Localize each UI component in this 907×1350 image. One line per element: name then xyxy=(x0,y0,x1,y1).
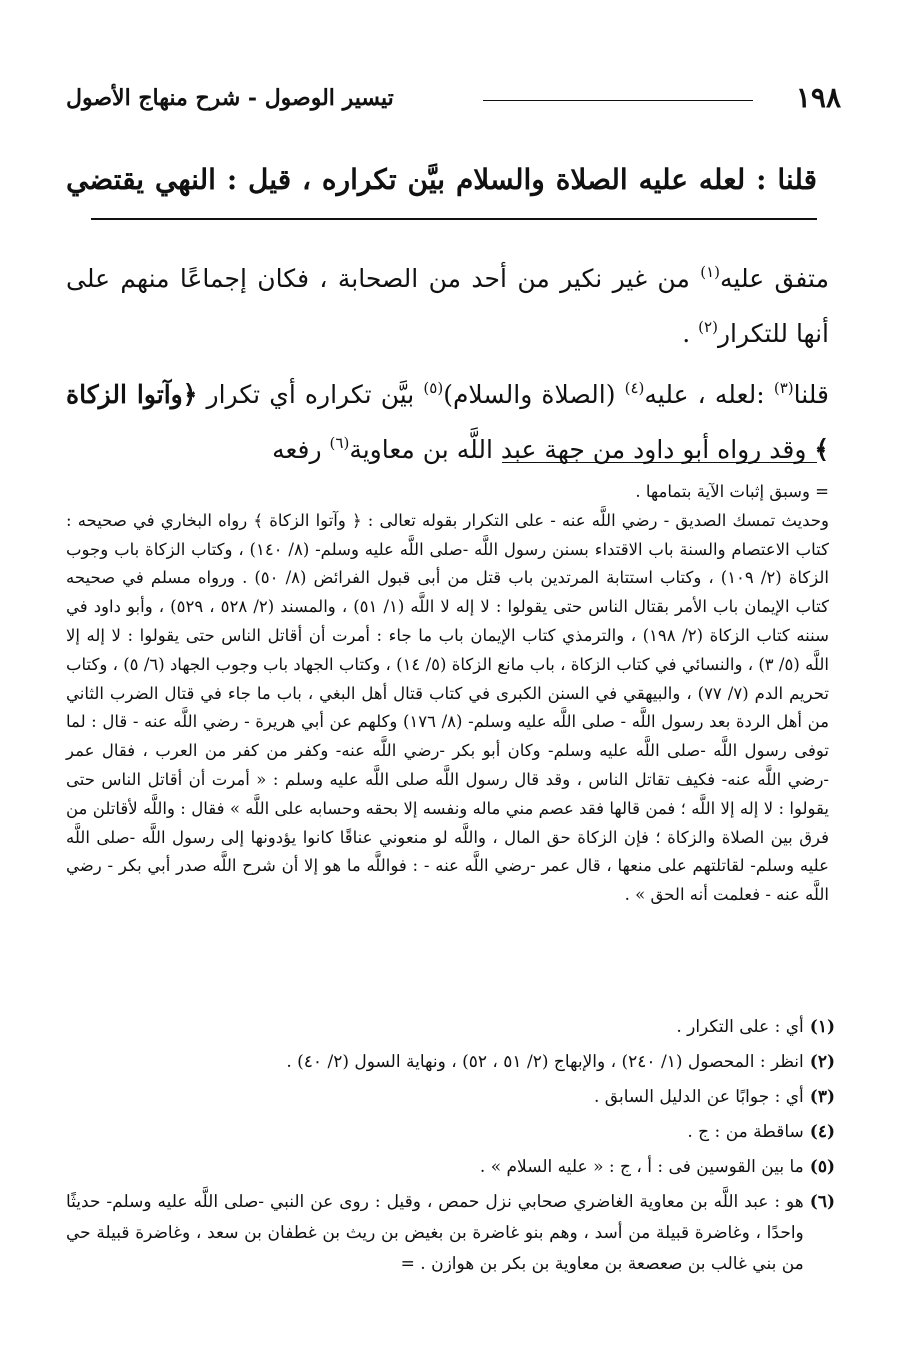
footnote-ref-3: (٣) xyxy=(773,379,794,397)
footnote-number: (٣) xyxy=(809,1087,835,1107)
footnote-ref-5: (٥) xyxy=(423,379,444,397)
footnote-continuation-line: = وسبق إثبات الآية بتمامها . xyxy=(635,482,829,501)
page-number: ١٩٨ xyxy=(795,81,841,114)
commentary-text: متفق عليه xyxy=(720,264,829,293)
commentary-text: (الصلاة والسلام) xyxy=(443,380,625,409)
matn-divider xyxy=(91,218,817,220)
footnote-item xyxy=(66,1187,835,1280)
footnotes-list xyxy=(66,1012,835,1284)
footnote-continuation-body: وحديث تمسك الصديق - رضي اللَّه عنه - على التكرار بقوله تعالى : ﴿ وآتوا الزكاة ﴾ رواه البخاري في صحيحه : كتاب الاعتصام والسنة باب الاقتداء بسنن رسول اللَّه -صلى اللَّه عليه وسلم- (٨/ ١٤٠) ، وكتاب الزكاة باب وجوب الزكاة (٢/ ١٠٩) ، وكتاب استتابة المرتدين باب قتل من أبى قبول الفرائض (٨/ ٥٠) . ورواه مسلم في صحيحه كتاب الإيمان باب الأمر بقتال الناس حتى يقولوا : لا إله لا اللَّه (١/ ٥١) ، والمسند (٢/ ٥٢٨ ، ٥٢٩) ، وأبو داود في سننه كتاب الزكاة (٢/ ١٩٨) ، والترمذي كتاب الإيمان باب ما جاء : أمرت أن أقاتل الناس حتى يقولوا : لا إله إلا اللَّه (٥/ ٣) ، والنسائي في كتاب الزكاة ، باب مانع الزكاة (٥/ ١٤) ، وكتاب الجهاد باب وجوب الجهاد (٦/ ٥) ، وكتاب تحريم الدم (٧/ ٧٧) ، والبيهقي في السنن الكبرى في كتاب قتال أهل البغي ، باب ما جاء في قتال الضرب الثاني من أهل الردة بعد رسول اللَّه - صلى اللَّه عليه وسلم- (٨/ ١٧٦) وكلهم عن أبي هريرة - رضي اللَّه عنه - قال : لما توفى رسول اللَّه -صلى اللَّه عليه وسلم- وكان أبو بكر -رضي اللَّه عنه- وكفر من كفر من العرب ، فقال عمر -رضي اللَّه عنه- فكيف تقاتل الناس ، وقد قال رسول اللَّه صلى اللَّه عليه وسلم : « أمرت أن أقاتل الناس حتى يقولوا : لا إله إلا اللَّه ؛ فمن قالها فقد عصم مني ماله ونفسه إلا بحقه وحسابه على اللَّه » فقال : واللَّه لأقاتلن من فرق بين الصلاة والزكاة ؛ فإن الزكاة حق المال ، واللَّه لو منعوني عناقًا كانوا يؤدونها إلى رسول اللَّه -صلى اللَّه عليه وسلم- لقاتلتهم على منعها ، قال عمر -رضي اللَّه عنه - : فواللَّه ما هو إلا أن شرح اللَّه صدر أبي بكر - رضي اللَّه عنه - فعلمت أنه الحق » . xyxy=(66,510,829,905)
footnote-text: أي : على التكرار . xyxy=(676,1017,804,1037)
matn-text: قلنا : لعله عليه الصلاة والسلام بيَّن تكراره ، قيل : النهي يقتضي xyxy=(66,163,817,196)
commentary xyxy=(66,248,829,474)
footnote-text: ما بين القوسين فى : أ ، ج : « عليه السلام » . xyxy=(479,1157,804,1177)
footnote-item xyxy=(66,1117,835,1148)
footnote-item xyxy=(66,1152,835,1183)
footnote-number: (٦) xyxy=(809,1192,835,1212)
footnote-text: انظر : المحصول (١/ ٢٤٠) ، والإبهاج (٢/ ٥١ ، ٥٢) ، ونهاية السول (٢/ ٤٠) . xyxy=(286,1052,804,1072)
commentary-lead: قلنا xyxy=(793,380,829,409)
footnote-continuation xyxy=(66,478,829,910)
footnote-item xyxy=(66,1082,835,1113)
page-header xyxy=(66,78,841,122)
footnotes-divider xyxy=(502,462,817,463)
footnote-ref-1: (١) xyxy=(700,263,721,281)
footnote-number: (١) xyxy=(809,1017,835,1037)
commentary-paragraph-2 xyxy=(66,364,829,474)
commentary-text: :لعله ، عليه xyxy=(644,380,774,409)
footnote-ref-6: (٦) xyxy=(329,434,350,452)
commentary-text: رفعه xyxy=(272,435,330,464)
footnote-number: (٤) xyxy=(809,1122,835,1142)
footnote-text: أي : جوابًا عن الدليل السابق . xyxy=(594,1087,804,1107)
footnote-text: هو : عبد اللَّه بن معاوية الغاضري صحابي نزل حمص ، وقيل : روى عن النبي -صلى اللَّه عليه وسلم- حديثًا واحدًا ، وغاضرة قبيلة من أسد ، وهم بنو غاضرة بن بغيض بن ريث بن غطفان بن سعد ، وغاضرة قبيلة حي من بني غالب بن صعصعة بن معاوية بن بكر بن هوازن . = xyxy=(66,1192,804,1274)
commentary-text: من غير نكير من أحد من الصحابة ، فكان إجماعًا منهم على أنها للتكرار xyxy=(66,264,829,348)
footnote-ref-4: (٤) xyxy=(624,379,645,397)
footnote-ref-2: (٢) xyxy=(698,318,718,336)
footnote-text: ساقطة من : ج . xyxy=(687,1122,804,1142)
commentary-text: وقد رواه أبو داود من جهة عبد اللَّه بن معاوية xyxy=(349,435,815,464)
running-title: تيسير الوصول - شرح منهاج الأصول xyxy=(66,85,394,111)
commentary-paragraph-1 xyxy=(66,248,829,358)
commentary-text: . xyxy=(682,319,699,348)
footnote-item xyxy=(66,1047,835,1078)
footnote-number: (٥) xyxy=(809,1157,835,1177)
commentary-text: بيَّن تكراره أي تكرار xyxy=(197,380,424,409)
quran-quote: ﴿وآتوا الزكاة ﴾ xyxy=(66,380,829,464)
header-rule xyxy=(483,100,753,101)
footnote-item xyxy=(66,1012,835,1043)
footnote-number: (٢) xyxy=(809,1052,835,1072)
